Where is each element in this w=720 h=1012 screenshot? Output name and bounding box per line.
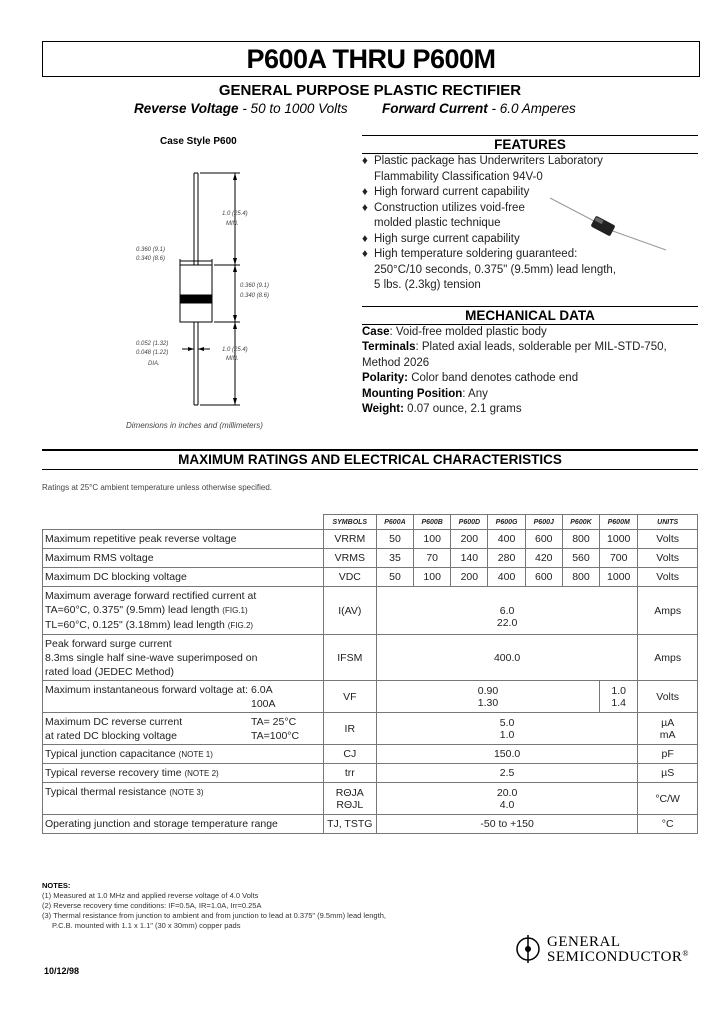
package-outline-diagram	[130, 155, 290, 417]
ratings-note: Ratings at 25°C ambient temperature unless otherwise specified.	[42, 483, 272, 492]
features-heading: FEATURES	[362, 135, 698, 154]
table-header-row: SYMBOLS P600A P600B P600D P600G P600J P600K P600M UNITS	[43, 515, 698, 530]
mech-case: Case: Void-free molded plastic body	[362, 326, 547, 338]
bullet-icon: ♦	[362, 248, 368, 260]
mechanical-data-heading: MECHANICAL DATA	[362, 306, 698, 325]
document-subtitle: GENERAL PURPOSE PLASTIC RECTIFIER	[218, 82, 522, 99]
dim-lead-diameter-max: 0.052 (1.32)	[136, 341, 169, 347]
bullet-icon: ♦	[362, 201, 368, 214]
mech-terminals: Terminals: Plated axial leads, solderable per MIL-STD-750,	[362, 341, 667, 353]
ratings-heading: MAXIMUM RATINGS AND ELECTRICAL CHARACTERISTICS	[42, 449, 698, 470]
dim-body-diameter-max: 0.360 (9.1)	[136, 247, 166, 253]
table-row: Typical junction capacitance (NOTE 1) CJ 150.0 pF	[43, 745, 698, 764]
dim-top-min: MIN.	[226, 221, 239, 227]
document-title: P600A THRU P600M	[42, 41, 700, 77]
notes-section: NOTES: (1) Measured at 1.0 MHz and applied reverse voltage of 4.0 Volts (2) Reverse recovery time conditions: IF=0.5A, IR=1.0A, Irr=0.25A (3) Thermal resistance from junction to ambient and from junction to lead at 0.375" (9.5mm) lead length, P.C.B. mounted with 1.1 x 1.1" (30 x 30mm) copper pads	[42, 881, 386, 930]
table-row: Maximum instantaneous forward voltage at: 6.0A 100A VF 0.90 1.30 1.0 1.4 Volts	[43, 681, 698, 713]
table-row: Maximum RMS voltage VRMS 35 70 140 280 420 560 700 Volts	[43, 549, 698, 568]
case-style-label: Case Style P600	[160, 136, 237, 147]
ratings-table	[42, 514, 698, 834]
dim-bottom-length: 1.0 (25.4)	[222, 347, 248, 353]
table-row: Operating junction and storage temperature range TJ, TSTG -50 to +150 °C	[43, 815, 698, 834]
company-logo: GENERAL SEMICONDUCTOR®	[514, 931, 684, 965]
dimensions-note: Dimensions in inches and (millimeters)	[126, 421, 263, 430]
logo-mark-icon	[514, 935, 542, 963]
dim-body-diameter-min: 0.340 (8.6)	[136, 256, 166, 262]
dim-top-length: 1.0 (25.4)	[222, 211, 248, 217]
mech-mounting: Mounting Position: Any	[362, 388, 488, 400]
bullet-icon: ♦	[362, 232, 368, 245]
forward-current-summary: Forward Current - 6.0 Amperes	[382, 101, 576, 116]
mech-terminals-method: Method 2026	[362, 357, 430, 369]
bullet-icon: ♦	[362, 155, 368, 167]
dim-body-length-min: 0.340 (8.6)	[240, 293, 270, 299]
bullet-icon: ♦	[362, 186, 368, 198]
dim-bottom-min: MIN.	[226, 356, 239, 362]
reverse-voltage-summary: Reverse Voltage - 50 to 1000 Volts	[134, 101, 348, 116]
table-row: Peak forward surge current 8.3ms single half sine-wave superimposed on rated load (JEDEC Method) IFSM 400.0 Amps	[43, 635, 698, 681]
dim-lead-dia: DIA.	[148, 361, 160, 367]
table-row: Maximum repetitive peak reverse voltage VRRM 50 100 200 400 600 800 1000 Volts	[43, 530, 698, 549]
mech-polarity: Polarity: Color band denotes cathode end	[362, 372, 579, 384]
diode-photo-icon	[548, 196, 670, 252]
table-row: Maximum DC reverse current TA= 25°C at rated DC blocking voltage TA=100°C IR 5.0 1.0 µA mA	[43, 713, 698, 745]
dim-lead-diameter-min: 0.048 (1.22)	[136, 350, 169, 356]
table-row: Typical thermal resistance (NOTE 3) RΘJA RΘJL 20.0 4.0 °C/W	[43, 783, 698, 815]
dim-body-length-max: 0.360 (9.1)	[240, 283, 270, 289]
registered-mark: ®	[682, 949, 689, 958]
table-row: Typical reverse recovery time (NOTE 2) trr 2.5 µS	[43, 764, 698, 783]
table-row: Maximum average forward rectified current at TA=60°C, 0.375" (9.5mm) lead length (FIG.1) TL=60°C, 0.125" (3.18mm) lead length (FIG.2) I(AV) 6.0 22.0 Amps	[43, 587, 698, 635]
mech-weight: Weight: 0.07 ounce, 2.1 grams	[362, 403, 522, 415]
revision-date: 10/12/98	[44, 966, 80, 976]
table-row: Maximum DC blocking voltage VDC 50 100 200 400 600 800 1000 Volts	[43, 568, 698, 587]
